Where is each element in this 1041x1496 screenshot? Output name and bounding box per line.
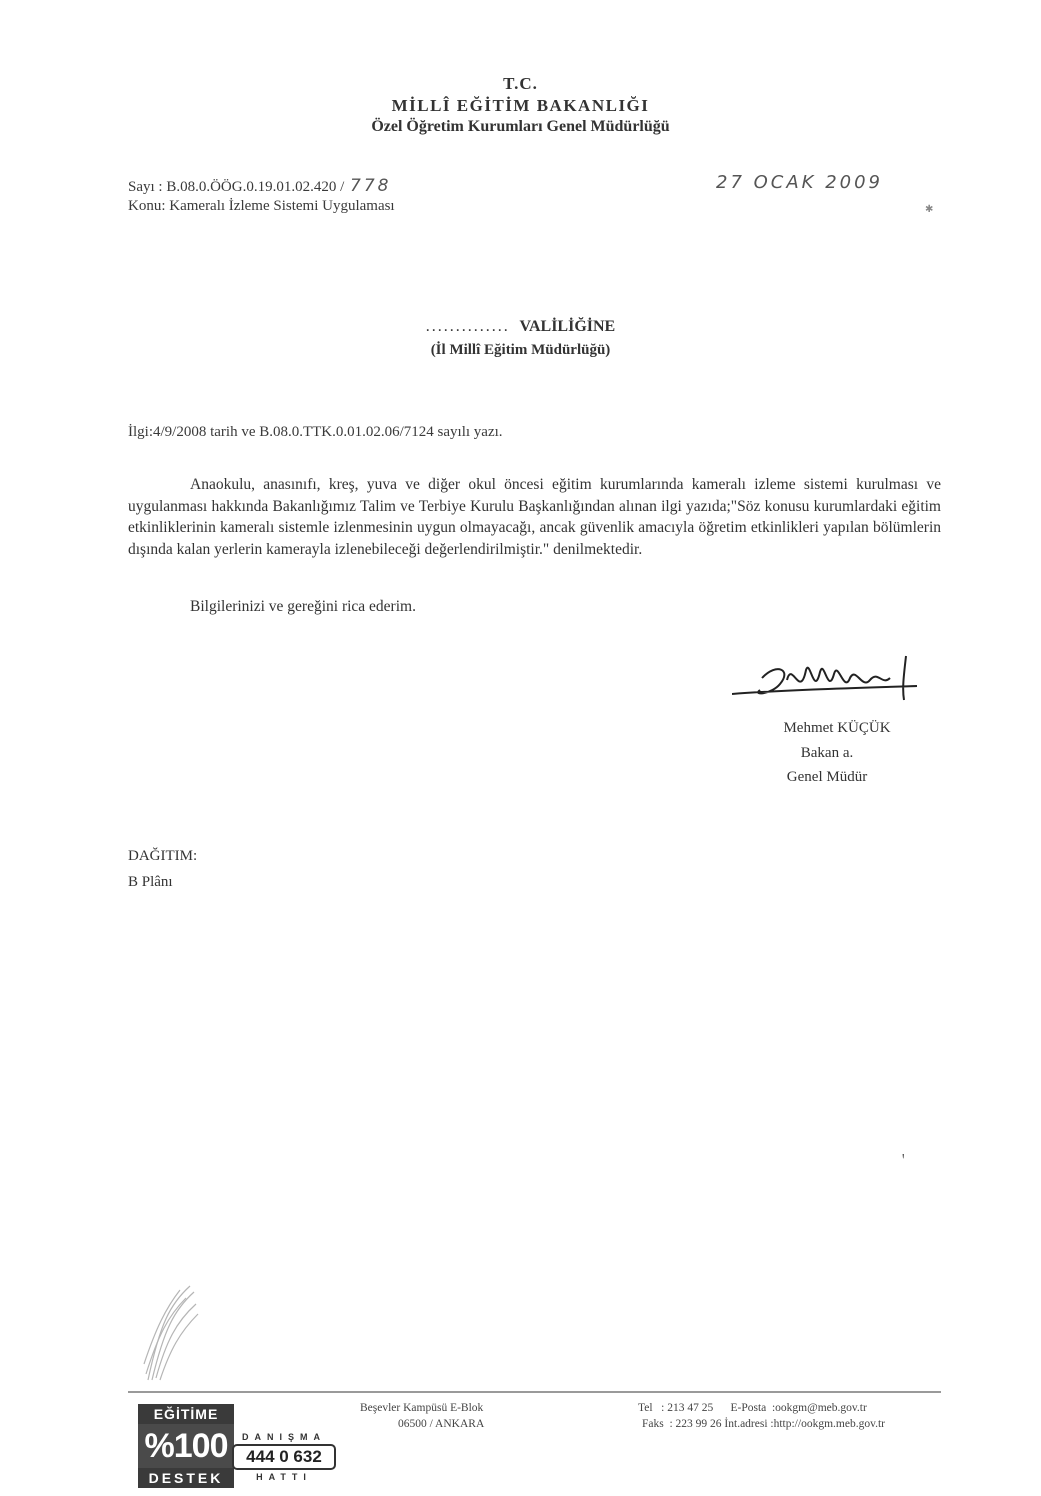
hotline-bottom-text: HATTI: [256, 1472, 312, 1482]
signatory-role-1: Bakan a.: [800, 745, 854, 761]
addressee-title: VALİLİĞİNE: [519, 318, 616, 335]
addressee-subtitle: (İl Millî Eğitim Müdürlüğü): [430, 342, 611, 358]
logo-top-text: EĞİTİME: [138, 1404, 234, 1424]
footer-address-line-1: Beşevler Kampüsü E-Blok: [360, 1402, 484, 1414]
distribution-label: DAĞITIM:: [128, 848, 198, 864]
hotline-top-text: DANIŞMA: [242, 1432, 326, 1442]
signatory-name: Mehmet KÜÇÜK: [783, 720, 891, 736]
footer-divider: [128, 1391, 941, 1393]
handwritten-date: 27 OCAK 2009: [716, 172, 884, 193]
header-directorate: Özel Öğretim Kurumları Genel Müdürlüğü: [371, 118, 670, 135]
logo-middle-text: %100: [138, 1424, 234, 1468]
subject-line: Konu: Kameralı İzleme Sistemi Uygulaması: [128, 198, 395, 214]
hotline-badge: [232, 1432, 336, 1486]
addressee: [0, 318, 1041, 336]
education-support-logo: [138, 1404, 234, 1488]
footer-address-line-2: 06500 / ANKARA: [398, 1418, 485, 1430]
signatory-role-2: Genel Müdür: [786, 769, 868, 785]
hotline-number: 444 0 632: [232, 1444, 336, 1470]
header-tc: T.C.: [503, 74, 538, 93]
margin-mark: ꞌ: [902, 1152, 905, 1167]
handwritten-signature: [732, 650, 922, 720]
reference-number-handwritten: 778: [350, 176, 392, 196]
footer-contact-line-2: Faks : 223 99 26 İnt.adresi :http://ookgm.meb.gov.tr: [642, 1418, 885, 1430]
logo-bottom-text: DESTEK: [138, 1468, 234, 1488]
body-paragraph: Anaokulu, anasınıfı, kreş, yuva ve diğer okul öncesi eğitim kurumlarında kameralı izleme sistemi kurulması ve uygulanması hakkında Bakanlığımız Talim ve Terbiye Kurulu Başkanlığından alınan ilgi yazıda;"Söz konusu kurumlardaki eğitim etkinliklerinin kameralı sistemle izlenmesinin uygun olmayacağı, ancak güvenlik amacıyla öğretim etkinlikleri yapılan bölümlerin dışında kalan yerlerin kamerayla izlenebileceği değerlendirilmiştir." denilmektedir.: [128, 476, 941, 558]
addressee-dots: ..............: [425, 318, 510, 335]
reference-number-text: Sayı : B.08.0.ÖÖG.0.19.01.02.420 /: [128, 179, 345, 195]
footer-contact-line-1: Tel : 213 47 25 E-Posta :ookgm@meb.gov.tr: [638, 1402, 867, 1414]
distribution-item: B Plânı: [128, 874, 173, 890]
header-ministry: MİLLÎ EĞİTİM BAKANLIĞI: [391, 96, 650, 115]
reference-number: [128, 176, 391, 196]
stamp-mark-icon: ✱: [925, 204, 934, 215]
decorative-swirl-icon: [140, 1284, 200, 1384]
closing-sentence: Bilgilerinizi ve gereğini rica ederim.: [190, 598, 416, 615]
related-reference: İlgi:4/9/2008 tarih ve B.08.0.TTK.0.01.02.06/7124 sayılı yazı.: [128, 424, 503, 440]
